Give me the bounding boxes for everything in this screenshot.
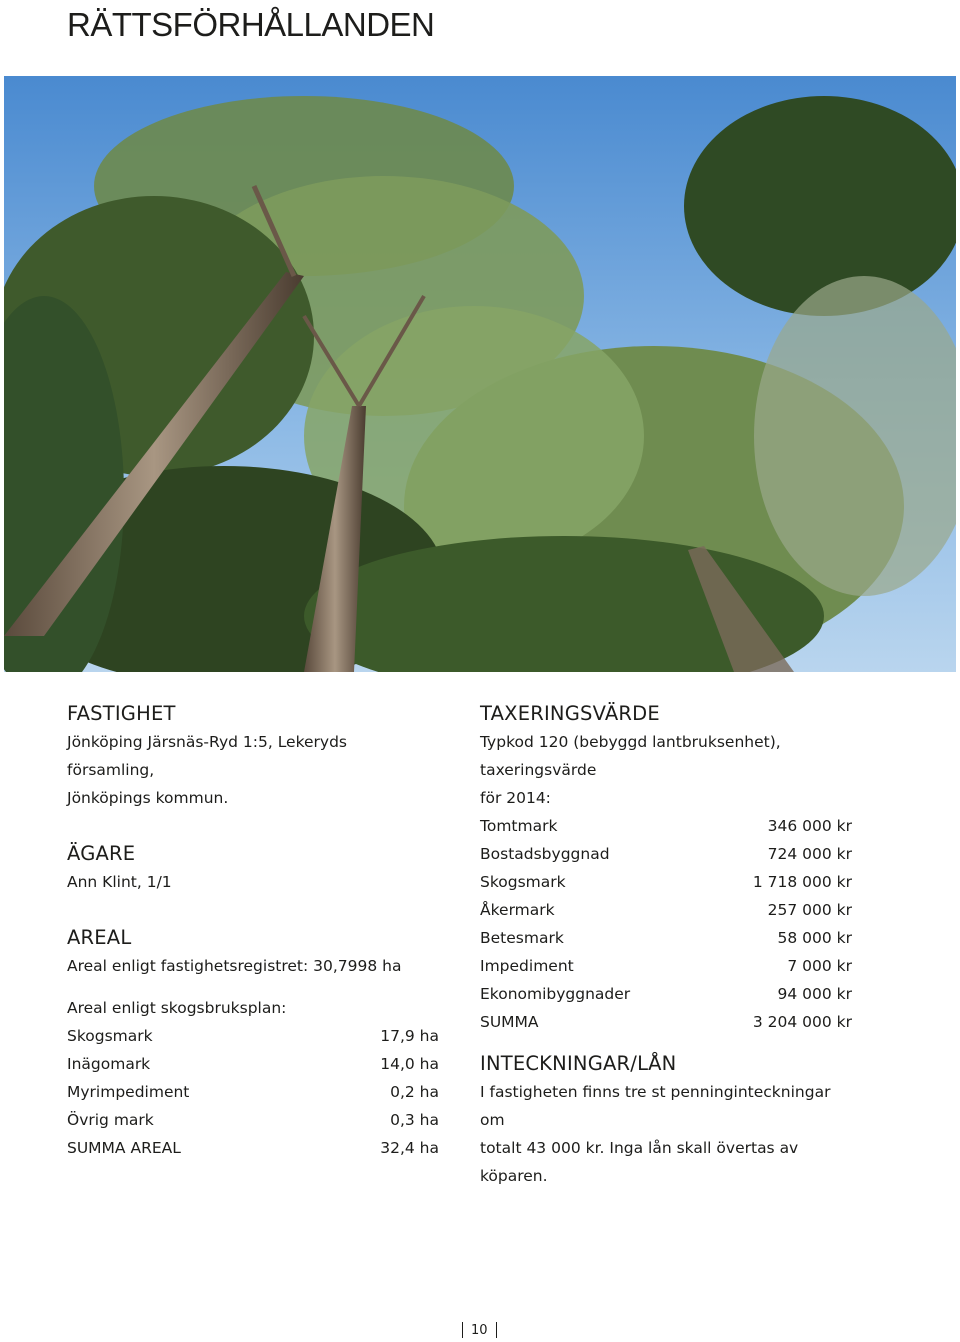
page-number-bar-right (496, 1322, 497, 1338)
taxering-row-label: Skogsmark (480, 873, 566, 891)
inteckningar-text-line1: I fastigheten finns tre st penninginteckningar om (480, 1083, 831, 1129)
taxering-row-label: Bostadsbyggnad (480, 845, 610, 863)
areal-row-label: Övrig mark (67, 1111, 154, 1129)
areal-row-value: 32,4 ha (380, 1139, 439, 1157)
areal-row-value: 14,0 ha (380, 1055, 439, 1073)
taxering-row (480, 924, 852, 952)
taxering-table (480, 812, 852, 1036)
taxering-row-value: 346 000 kr (767, 817, 852, 835)
taxering-intro-line2: för 2014: (480, 789, 551, 807)
forest-photo (4, 76, 956, 672)
taxering-row (480, 840, 852, 868)
areal-row-value: 17,9 ha (380, 1027, 439, 1045)
taxering-row-label: Tomtmark (480, 817, 558, 835)
areal-row-value: 0,2 ha (390, 1083, 439, 1101)
areal-row-label: SUMMA AREAL (67, 1139, 181, 1157)
left-column (67, 700, 439, 1162)
taxering-row-value: 3 204 000 kr (752, 1013, 852, 1031)
fastighet-text-line1: Jönköping Järsnäs-Ryd 1:5, Lekeryds församling, (67, 733, 348, 779)
areal-row (67, 1050, 439, 1078)
taxering-row (480, 896, 852, 924)
areal-row (67, 1134, 439, 1162)
areal-row-label: Inägomark (67, 1055, 151, 1073)
taxering-row-label: SUMMA (480, 1013, 539, 1031)
areal-plan-label: Areal enligt skogsbruksplan: (67, 999, 287, 1017)
taxering-heading: TAXERINGSVÄRDE (480, 702, 660, 725)
agare-heading: ÄGARE (67, 842, 136, 865)
areal-row (67, 1106, 439, 1134)
taxering-row (480, 980, 852, 1008)
page-number-container (462, 1322, 497, 1338)
taxering-row-value: 94 000 kr (777, 985, 852, 1003)
areal-row-label: Myrimpediment (67, 1083, 190, 1101)
page-number: 10 (471, 1322, 488, 1338)
inteckningar-text-line2: totalt 43 000 kr. Inga lån skall övertas av köparen. (480, 1139, 799, 1185)
taxering-row-label: Impediment (480, 957, 574, 975)
taxering-row (480, 952, 852, 980)
areal-table (67, 1022, 439, 1162)
taxering-row-label: Åkermark (480, 901, 555, 919)
taxering-row (480, 812, 852, 840)
taxering-row (480, 868, 852, 896)
taxering-row-value: 1 718 000 kr (752, 873, 852, 891)
taxering-row-value: 724 000 kr (767, 845, 852, 863)
page-number-bar-left (462, 1322, 463, 1338)
areal-row-label: Skogsmark (67, 1027, 153, 1045)
areal-row (67, 1078, 439, 1106)
areal-row (67, 1022, 439, 1050)
fastighet-heading: FASTIGHET (67, 702, 176, 725)
taxering-row-label: Betesmark (480, 929, 564, 947)
areal-heading: AREAL (67, 926, 132, 949)
fastighet-text-line2: Jönköpings kommun. (67, 789, 229, 807)
right-column (480, 700, 852, 1190)
taxering-row-label: Ekonomibyggnader (480, 985, 631, 1003)
taxering-row-value: 58 000 kr (777, 929, 852, 947)
agare-text: Ann Klint, 1/1 (67, 873, 172, 891)
taxering-row (480, 1008, 852, 1036)
page-title: RÄTTSFÖRHÅLLANDEN (67, 6, 435, 43)
taxering-row-value: 7 000 kr (787, 957, 852, 975)
taxering-intro-line1: Typkod 120 (bebyggd lantbruksenhet), taxeringsvärde (480, 733, 781, 779)
taxering-row-value: 257 000 kr (767, 901, 852, 919)
areal-registry: Areal enligt fastighetsregistret: 30,7998 ha (67, 957, 402, 975)
areal-row-value: 0,3 ha (390, 1111, 439, 1129)
inteckningar-heading: INTECKNINGAR/LÅN (480, 1052, 677, 1075)
